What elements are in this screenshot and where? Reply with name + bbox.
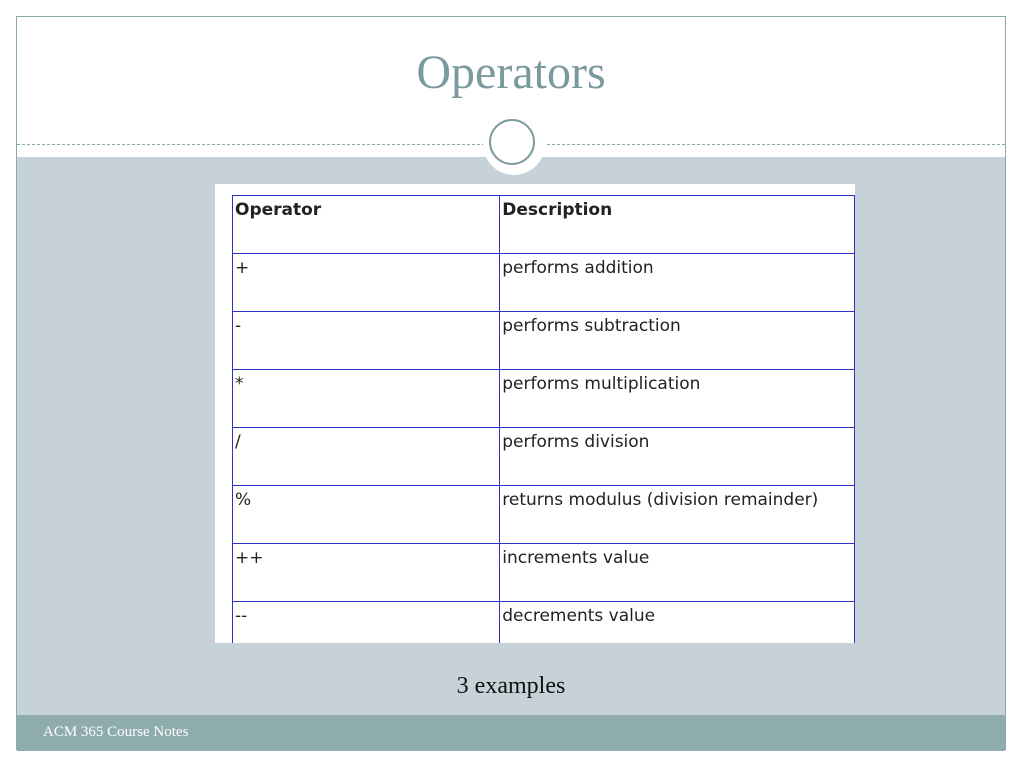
header-operator: Operator	[233, 196, 500, 254]
header-description: Description	[500, 196, 855, 254]
table-row	[233, 602, 855, 644]
operator-cell: %	[233, 486, 500, 544]
operator-cell: *	[233, 370, 500, 428]
operator-cell: --	[233, 602, 500, 644]
operator-cell: -	[233, 312, 500, 370]
table-row	[233, 370, 855, 428]
divider-circle-icon	[489, 119, 535, 165]
description-cell: performs addition	[500, 254, 855, 312]
operators-table	[232, 195, 855, 643]
description-cell: decrements value	[500, 602, 855, 644]
slide-title: Operators	[416, 46, 606, 99]
table-row	[233, 312, 855, 370]
operator-cell: +	[233, 254, 500, 312]
description-cell: returns modulus (division remainder)	[500, 486, 855, 544]
caption: 3 examples	[456, 673, 566, 699]
footer-bar	[17, 715, 1005, 751]
table-row	[233, 428, 855, 486]
table-row	[233, 544, 855, 602]
operator-cell: /	[233, 428, 500, 486]
slide	[16, 16, 1006, 750]
operators-table-image	[215, 184, 855, 643]
operator-cell: ++	[233, 544, 500, 602]
description-cell: performs division	[500, 428, 855, 486]
table-row	[233, 486, 855, 544]
description-cell: increments value	[500, 544, 855, 602]
table-header-row	[233, 196, 855, 254]
description-cell: performs multiplication	[500, 370, 855, 428]
table-row	[233, 254, 855, 312]
description-cell: performs subtraction	[500, 312, 855, 370]
footer-text: ACM 365 Course Notes	[43, 724, 189, 740]
